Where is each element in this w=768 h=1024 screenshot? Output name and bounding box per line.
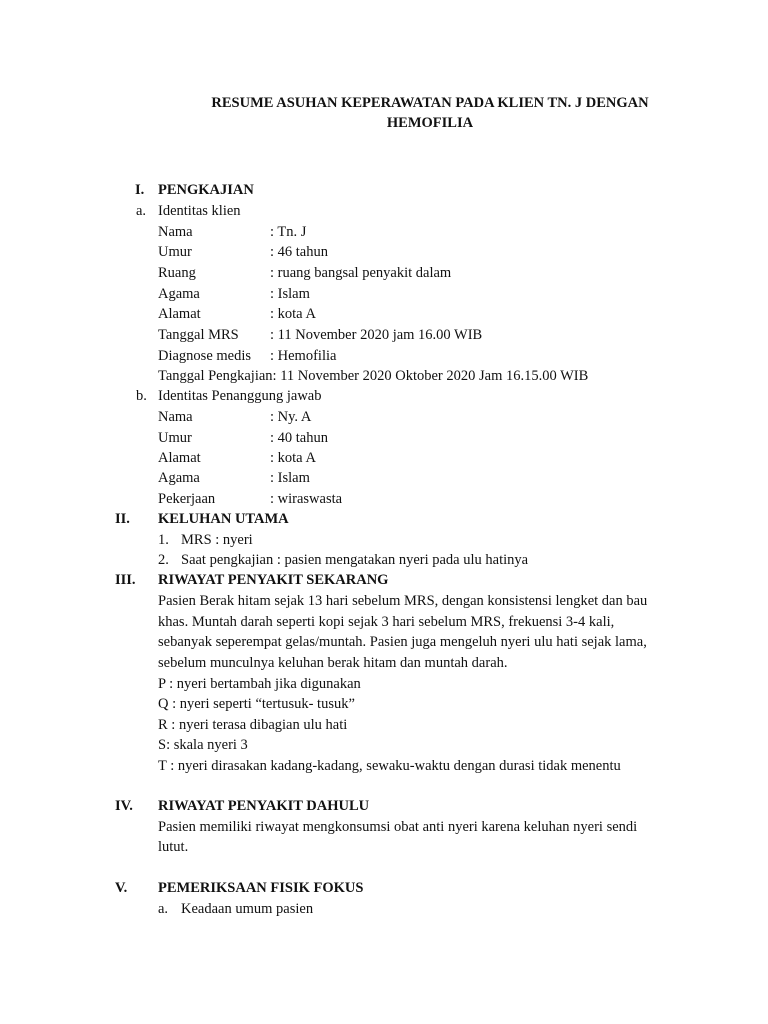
history-line: Pasien Berak hitam sejak 13 hari sebelum MRS, dengan konsistensi lengket dan bau — [158, 593, 648, 609]
list-item: MRS : nyeri — [181, 532, 253, 548]
history-line: sebelum munculnya keluhan berak hitam dan muntah darah. — [158, 655, 508, 671]
field-label: Nama — [158, 409, 193, 425]
section-1-number: I. — [135, 182, 145, 198]
field-label: Tanggal MRS — [158, 327, 239, 343]
pqrst-line: T : nyeri dirasakan kadang-kadang, sewaku-waktu dengan durasi tidak menentu — [158, 758, 621, 774]
field-value: : Ny. A — [270, 409, 312, 425]
section-3-number: III. — [115, 572, 136, 588]
history-line: sebanyak seperempat gelas/muntah. Pasien juga mengeluh nyeri ulu hati sejak lama, — [158, 634, 647, 650]
field-value: : 11 November 2020 jam 16.00 WIB — [270, 327, 483, 343]
field-label: Pekerjaan — [158, 491, 216, 507]
subsection-a-label: Keadaan umum pasien — [181, 901, 314, 917]
field-value: : Islam — [270, 470, 310, 486]
pqrst-line: S: skala nyeri 3 — [158, 737, 248, 753]
list-item-number: 2. — [158, 552, 169, 568]
section-1-heading: PENGKAJIAN — [158, 182, 254, 198]
subsection-b-letter: b. — [136, 388, 147, 404]
document-title-line1: RESUME ASUHAN KEPERAWATAN PADA KLIEN TN. J DENGAN — [211, 95, 649, 111]
document-title-line2: HEMOFILIA — [386, 115, 474, 131]
field-label: Alamat — [158, 450, 201, 466]
section-4-heading: RIWAYAT PENYAKIT DAHULU — [158, 798, 370, 814]
field-value: : Islam — [270, 286, 310, 302]
past-history-line: Pasien memiliki riwayat mengkonsumsi obat anti nyeri karena keluhan nyeri sendi — [158, 819, 638, 835]
field-label: Umur — [158, 430, 192, 446]
section-5-heading: PEMERIKSAAN FISIK FOKUS — [158, 880, 364, 896]
field-value: : Tn. J — [270, 224, 307, 240]
section-2-heading: KELUHAN UTAMA — [158, 511, 289, 527]
pqrst-line: P : nyeri bertambah jika digunakan — [158, 676, 361, 692]
field-label: Agama — [158, 286, 200, 302]
field-label: Alamat — [158, 306, 201, 322]
pqrst-line: Q : nyeri seperti “tertusuk- tusuk” — [158, 696, 355, 712]
field-label: Agama — [158, 470, 200, 486]
field-label: Umur — [158, 244, 192, 260]
field-label: Diagnose medis — [158, 348, 252, 364]
field-value: : wiraswasta — [270, 491, 343, 507]
field-value: : kota A — [270, 450, 316, 466]
subsection-a-label: Identitas klien — [158, 203, 241, 219]
section-2-number: II. — [115, 511, 130, 527]
field-value: : ruang bangsal penyakit dalam — [270, 265, 452, 281]
section-5-number: V. — [115, 880, 128, 896]
section-3-heading: RIWAYAT PENYAKIT SEKARANG — [158, 572, 389, 588]
pqrst-line: R : nyeri terasa dibagian ulu hati — [158, 717, 348, 733]
assessment-date: Tanggal Pengkajian: 11 November 2020 Oktober 2020 Jam 16.15.00 WIB — [158, 368, 589, 384]
list-item-number: 1. — [158, 532, 169, 548]
past-history-line: lutut. — [158, 839, 189, 855]
field-value: : 46 tahun — [270, 244, 328, 260]
list-item: Saat pengkajian : pasien mengatakan nyeri pada ulu hatinya — [181, 552, 529, 568]
field-value: : 40 tahun — [270, 430, 328, 446]
field-value: : kota A — [270, 306, 316, 322]
history-line: khas. Muntah darah seperti kopi sejak 3 hari sebelum MRS, frekuensi 3-4 kali, — [158, 614, 615, 630]
field-value: : Hemofilia — [270, 348, 337, 364]
subsection-a-letter: a. — [136, 203, 147, 219]
field-label: Ruang — [158, 265, 196, 281]
field-label: Nama — [158, 224, 193, 240]
subsection-a-letter: a. — [158, 901, 169, 917]
section-4-number: IV. — [115, 798, 133, 814]
subsection-b-label: Identitas Penanggung jawab — [158, 388, 322, 404]
